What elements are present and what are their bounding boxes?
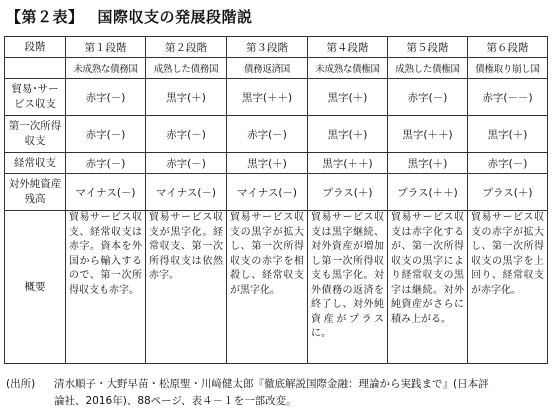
stage-header-2: 第２段階 <box>146 37 227 58</box>
subtitle-corner <box>5 58 66 79</box>
table-row <box>5 153 548 174</box>
overview-cell-4: 貿易サービス収支は黒字継続、対外資産が増加し第一次所得収支も黒字化。対外債務の返済を終了し、対外純資産がプラスに。 <box>308 211 388 364</box>
stage-header-6: 第６段階 <box>468 37 548 58</box>
table-cell: 赤字(－) <box>66 79 146 116</box>
overview-label: 概要 <box>5 211 66 364</box>
table-cell: プラス(＋) <box>308 174 388 211</box>
table-cell: 黒字(＋) <box>308 79 388 116</box>
stage-header-4: 第４段階 <box>308 37 388 58</box>
stage-subtitle-3: 債務返済国 <box>227 58 308 79</box>
overview-cell-6: 貿易サービス収支の赤字が拡大し、第一次所得収支の黒字を上回り、経常収支が赤字化。 <box>468 211 548 364</box>
stage-header-1: 第１段階 <box>66 37 146 58</box>
row-label: 貿易･サービス収支 <box>5 79 66 116</box>
overview-cell-1: 貿易サービス収支、経常収支は赤字。資本を外国から輸入するので、第一次所得収支も赤字。 <box>66 211 146 364</box>
table-cell: 黒字(＋) <box>308 116 388 153</box>
stage-subtitle-2: 成熟した債務国 <box>146 58 227 79</box>
table-cell: 黒字(＋) <box>388 153 468 174</box>
source-tag: (出所) <box>6 378 36 390</box>
row-label: 経常収支 <box>5 153 66 174</box>
overview-cell-5: 貿易サービス収支は赤字化するが、第一次所得収支の黒字により経常収支の黒字は継続。対外純資産がさらに積み上がる。 <box>388 211 468 364</box>
overview-row <box>5 211 548 364</box>
table-cell: 赤字(－) <box>66 116 146 153</box>
table-cell: 黒字(＋) <box>227 153 308 174</box>
table-cell: 赤字(－) <box>227 116 308 153</box>
table-cell: マイナス(－) <box>66 174 146 211</box>
table-cell: プラス(＋＋) <box>388 174 468 211</box>
stage-subtitle-5: 成熟した債権国 <box>388 58 468 79</box>
table-title <box>6 6 253 27</box>
source-line-1: 清水順子・大野早苗・松原聖・川﨑健太郎『徹底解説国際金融：理論から実践まで』(日本評 <box>54 378 489 390</box>
table-cell: 黒字(＋) <box>146 79 227 116</box>
table-cell: 赤字(－) <box>468 153 548 174</box>
stage-header-3: 第３段階 <box>227 37 308 58</box>
table-cell: 赤字(－－) <box>468 79 548 116</box>
row-label: 対外純資産残高 <box>5 174 66 211</box>
stage-subtitle-1: 未成熟な債務国 <box>66 58 146 79</box>
table-cell: 黒字(＋＋) <box>308 153 388 174</box>
stage-subtitle-4: 未成熟な債権国 <box>308 58 388 79</box>
table-cell: プラス(＋) <box>468 174 548 211</box>
overview-cell-2: 貿易サービス収支が黒字化。経常収支、第一次所得収支は依然赤字。 <box>146 211 227 364</box>
stage-subtitle-6: 債権取り崩し国 <box>468 58 548 79</box>
source-note <box>6 376 546 410</box>
table-cell: 黒字(＋＋) <box>227 79 308 116</box>
stage-header-5: 第５段階 <box>388 37 468 58</box>
source-line-2: 論社、2016年)、88ページ、表４－１を一部改変。 <box>54 395 297 407</box>
stage-header-row <box>5 37 548 58</box>
table-cell: 黒字(＋) <box>468 116 548 153</box>
table-cell: 赤字(－) <box>146 153 227 174</box>
table-cell: マイナス(－) <box>227 174 308 211</box>
table-row <box>5 79 548 116</box>
table-number: 【第２表】 <box>6 8 84 26</box>
table-cell: 赤字(－) <box>388 79 468 116</box>
table-cell: マイナス(－) <box>146 174 227 211</box>
corner-header: 段階 <box>5 37 66 58</box>
table-cell: 赤字(－) <box>146 116 227 153</box>
table-row <box>5 174 548 211</box>
balance-of-payments-stage-table <box>4 36 548 364</box>
overview-cell-3: 貿易サービス収支の黒字が拡大し、第一次所得収支の赤字を相殺し、経常収支が黒字化。 <box>227 211 308 364</box>
table-cell: 黒字(＋＋) <box>388 116 468 153</box>
table-row <box>5 116 548 153</box>
table-title-text: 国際収支の発展段階説 <box>97 8 253 26</box>
table-cell: 赤字(－) <box>66 153 146 174</box>
stage-subtitle-row <box>5 58 548 79</box>
row-label: 第一次所得収支 <box>5 116 66 153</box>
